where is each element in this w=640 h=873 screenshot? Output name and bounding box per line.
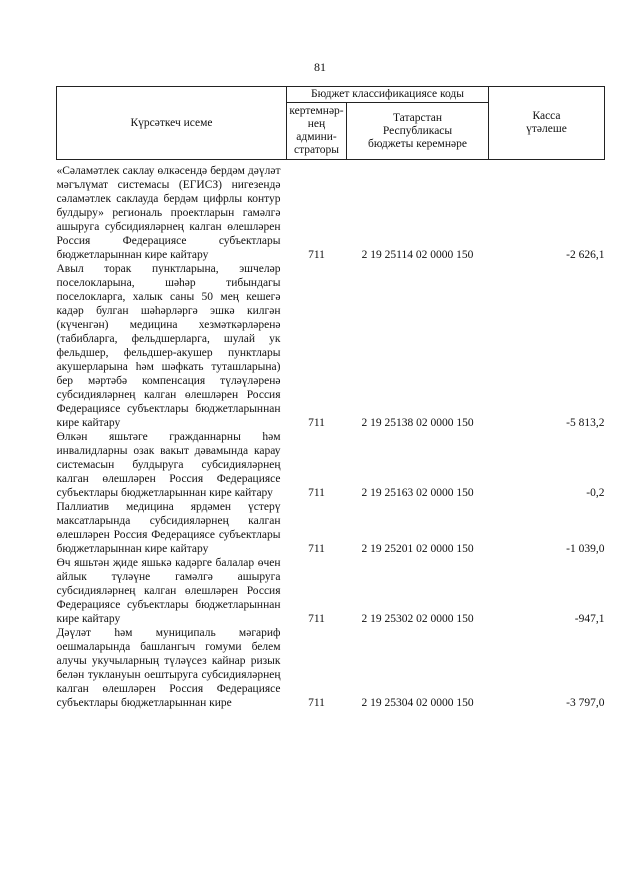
row-admin: 711 <box>308 697 325 709</box>
row-name: «Сәламәтлек саклау өлкәсендә бердәм дәүләт мәгълүмат системасы (ЕГИСЗ) нигезендә сәламәтлек саклауда бердәм цифрлы контур булдыру» региональ проектларын гамәлгә ашыруга субсидияләрнең калган өлешләрен Россия Федерациясе субъектлары бюджетларыннан кире кайтару <box>56 165 281 261</box>
table-row <box>57 164 605 262</box>
budget-table <box>56 86 605 710</box>
row-amount: -3 797,0 <box>566 697 605 709</box>
row-amount: -0,2 <box>586 487 605 499</box>
row-name: Дәүләт һәм муниципаль мәгариф оешмаларында башлангыч гомуми белем алучы укучыларның түләүсез кайнар ризык белән туклануын оештыруга субсидияләрнең калган өлешләрен Россия Федерациясе субъектлары бюджетларыннан кире <box>56 627 281 709</box>
row-name: Өч яшьтән җиде яшькә кадәрге балалар өчен айлык түләүне гамәлгә ашыруга субсидияләрнең калган өлешләрен Россия Федерациясе субъектлары бюджетларыннан кире кайтару <box>56 557 281 625</box>
row-code: 2 19 25302 02 0000 150 <box>361 613 474 625</box>
header-administrators: кертемнәр- нең админи- страторы <box>287 103 347 160</box>
row-admin: 711 <box>308 417 325 429</box>
table-row <box>57 262 605 430</box>
row-code: 2 19 25114 02 0000 150 <box>361 249 474 261</box>
table-row <box>57 500 605 556</box>
row-name: Өлкән яшьтәге гражданнарны һәм инвалидларны озак вакыт дәвамында карау системасын булдыруга субсидияләрнең калган өлешләрен Россия Федерациясе субъектлары бюджетларыннан кире кайтару <box>56 431 281 499</box>
row-amount: -2 626,1 <box>566 249 605 261</box>
table-row <box>57 626 605 710</box>
row-code: 2 19 25304 02 0000 150 <box>361 697 474 709</box>
page-number: 81 <box>314 60 326 74</box>
table-row <box>57 556 605 626</box>
row-amount: -947,1 <box>574 613 605 625</box>
table-header <box>57 87 605 160</box>
table-body <box>57 160 605 711</box>
row-code: 2 19 25201 02 0000 150 <box>361 543 474 555</box>
row-name: Авыл торак пунктларына, эшчеләр поселокларына, шәһәр тибындагы поселокларга, халык саны 50 мең кешегә кадәр булган шәһәрләргә эшкә килгән (күченгән) медицина хезмәткәрләренә (табибларга, фельдшерларга, шулай ук фельдшер, фельдшер-акушер пунктлары акушерларына һәм шәфкать туташларына) бер мәртәбә компенсация түләүләренә субсидияләрнең калган өлешләрен Россия Федерациясе субъектлары бюджетларыннан кире кайтару <box>56 263 281 429</box>
header-cash-execution: Касса үтәлеше <box>489 87 605 160</box>
row-amount: -5 813,2 <box>566 417 605 429</box>
row-admin: 711 <box>308 613 325 625</box>
row-admin: 711 <box>308 249 325 261</box>
table-row <box>57 430 605 500</box>
row-admin: 711 <box>308 543 325 555</box>
row-code: 2 19 25163 02 0000 150 <box>361 487 474 499</box>
header-budget-classification-code: Бюджет классификациясе коды <box>287 87 489 103</box>
row-admin: 711 <box>308 487 325 499</box>
row-amount: -1 039,0 <box>566 543 605 555</box>
header-tatarstan-budget-revenues: Татарстан Республикасы бюджеты керемнәре <box>347 103 489 160</box>
row-name: Паллиатив медицина ярдәмен үстерү максатларында субсидияләрнең калган өлешләрен Россия Федерациясе субъектлары бюджетларыннан кире кайтару <box>56 501 281 555</box>
row-code: 2 19 25138 02 0000 150 <box>361 417 474 429</box>
header-indicator-name: Күрсәткеч исеме <box>57 87 287 160</box>
